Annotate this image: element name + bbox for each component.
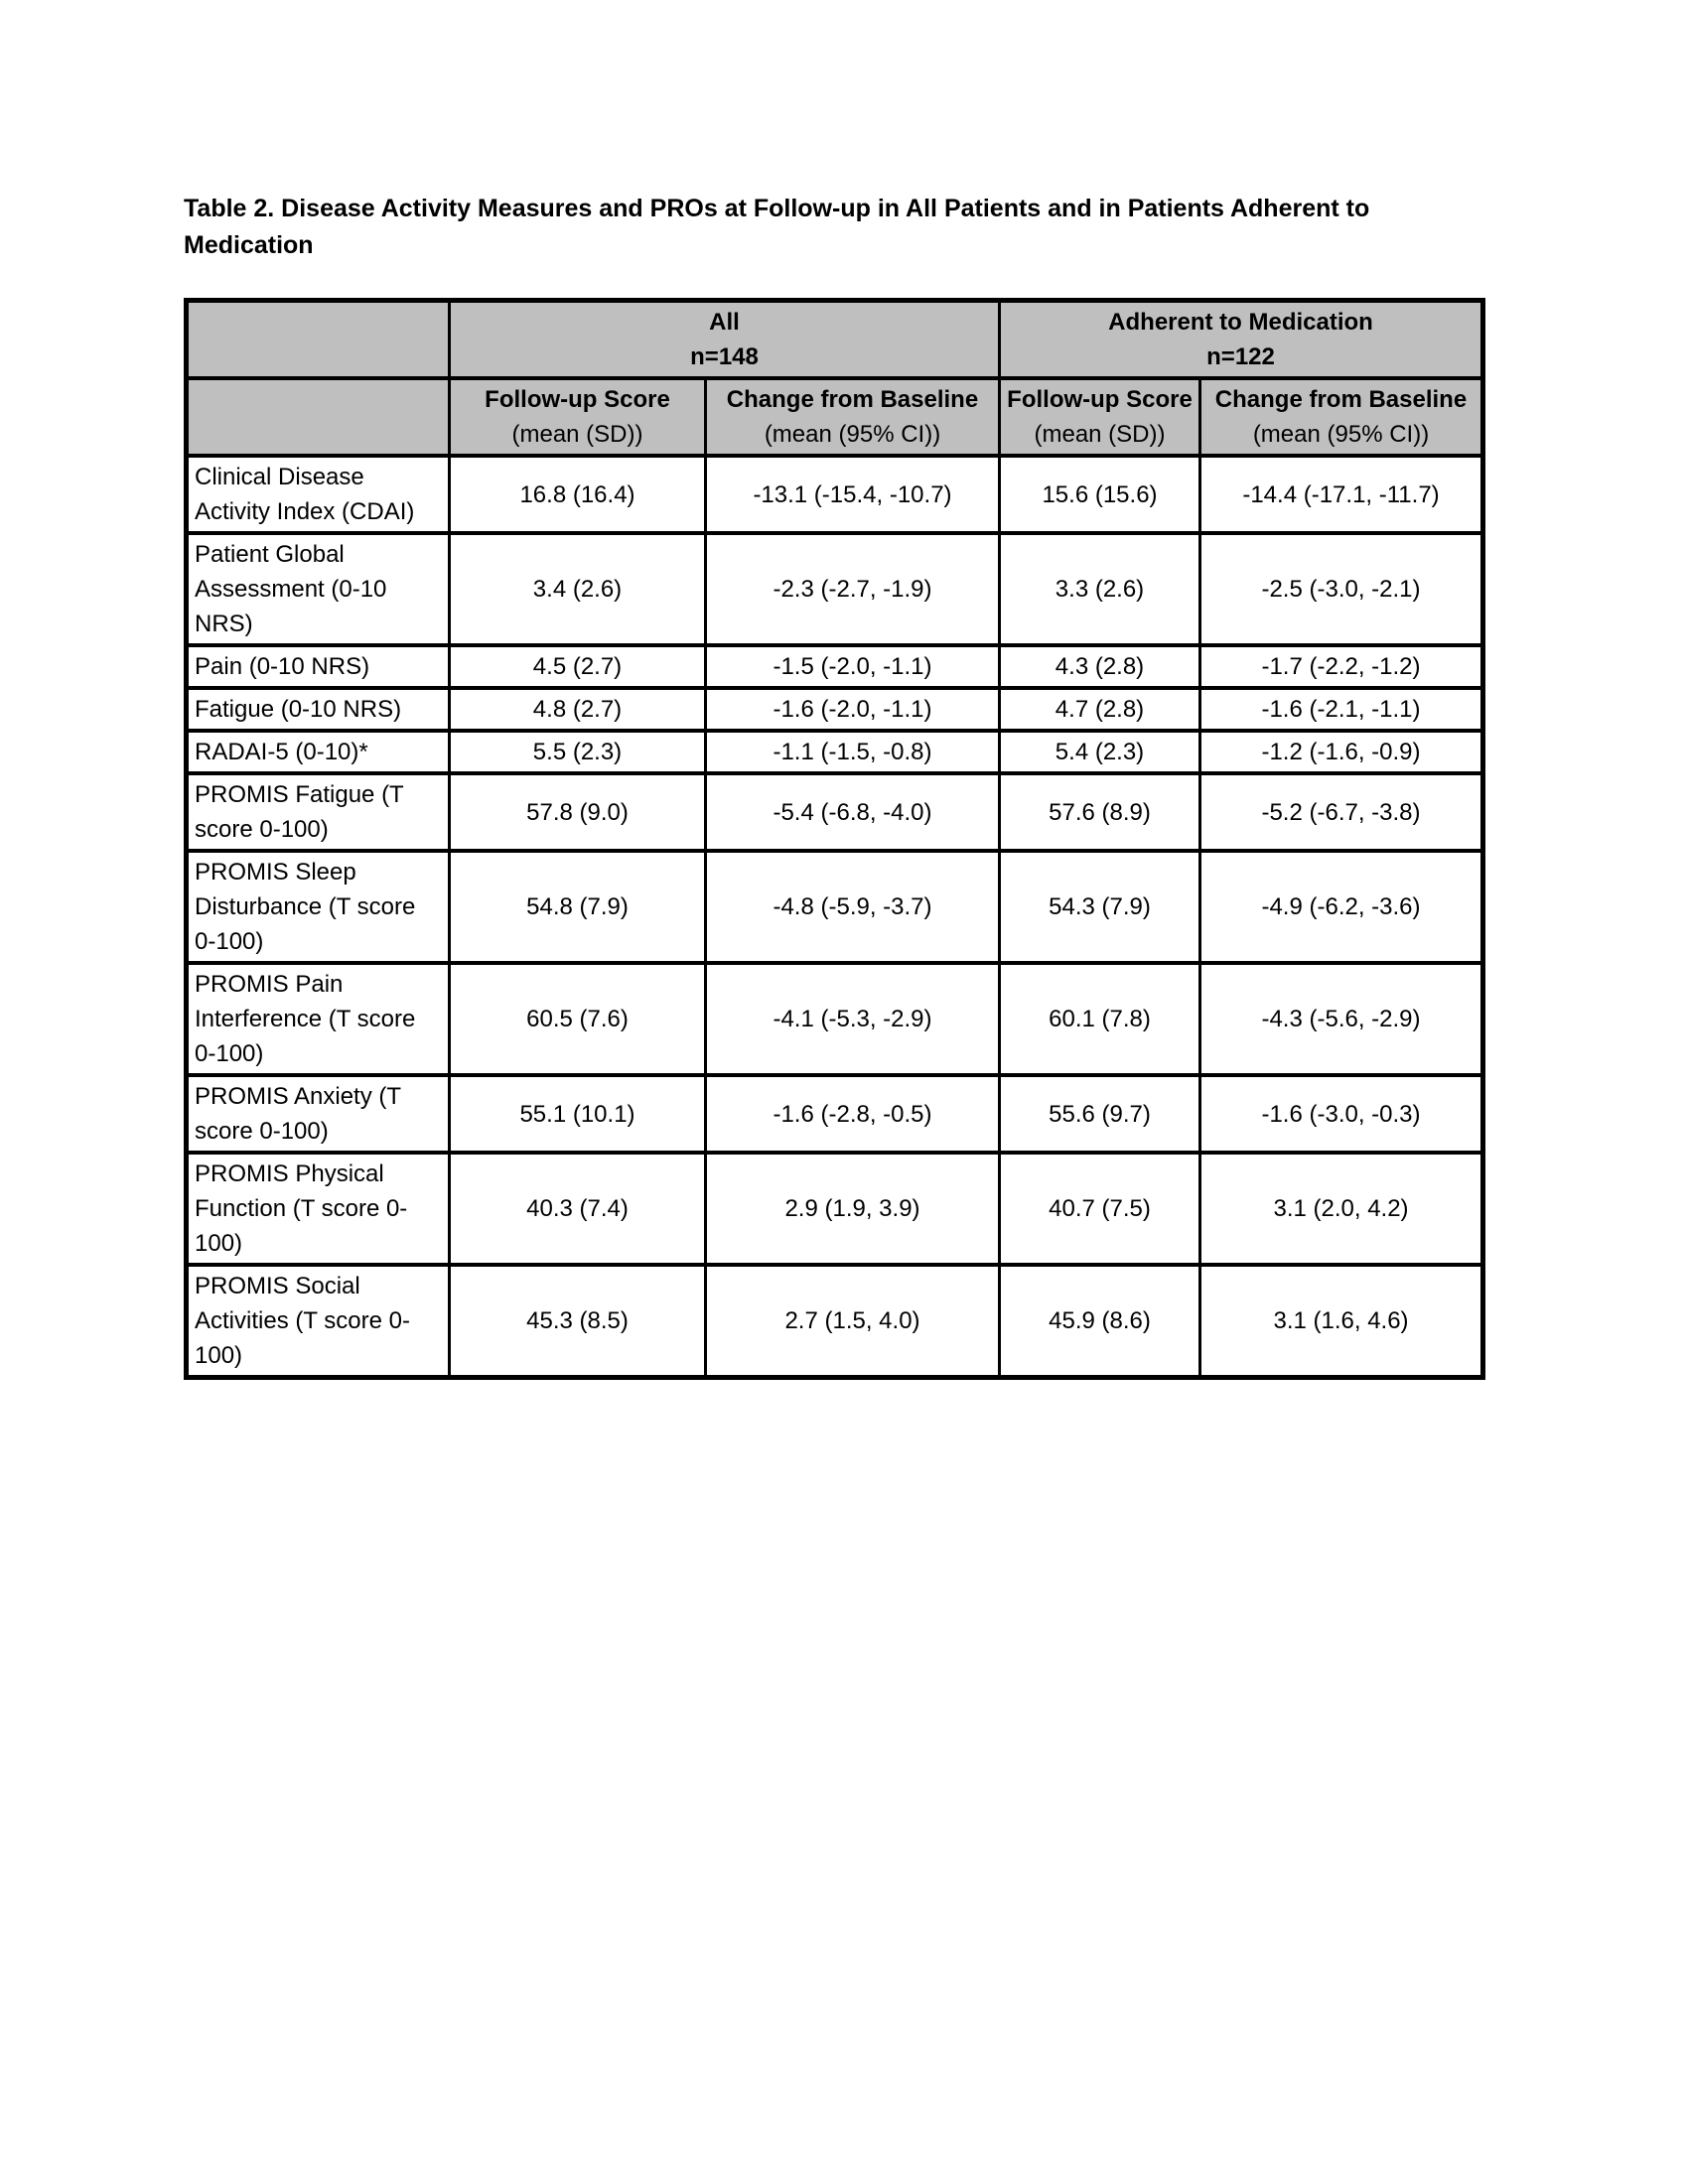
cell-adherent-followup: 4.3 (2.8) — [1000, 645, 1200, 688]
col-header-followup-all-bold: Follow-up Score — [485, 386, 670, 413]
cell-all-followup: 57.8 (9.0) — [450, 773, 706, 851]
cell-adherent-change: -4.3 (-5.6, -2.9) — [1200, 963, 1483, 1075]
table-row-cdai — [187, 456, 1483, 533]
cell-adherent-change: -5.2 (-6.7, -3.8) — [1200, 773, 1483, 851]
table-row-pain — [187, 645, 1483, 688]
cell-adherent-change: -1.6 (-2.1, -1.1) — [1200, 688, 1483, 731]
table-row-promis-social-activities — [187, 1265, 1483, 1378]
cell-all-followup: 16.8 (16.4) — [450, 456, 706, 533]
group-adherent-label: Adherent to Medication — [1108, 309, 1373, 336]
row-label: PROMIS Physical Function (T score 0-100) — [187, 1153, 450, 1265]
col-header-change-all-normal: (mean (95% CI)) — [764, 421, 941, 448]
table-row-patient-global — [187, 533, 1483, 645]
row-label: PROMIS Anxiety (T score 0-100) — [187, 1075, 450, 1153]
column-header-row — [187, 378, 1483, 456]
cell-all-followup: 40.3 (7.4) — [450, 1153, 706, 1265]
cell-adherent-followup: 15.6 (15.6) — [1000, 456, 1200, 533]
cell-adherent-change: 3.1 (1.6, 4.6) — [1200, 1265, 1483, 1378]
col-header-followup-all-normal: (mean (SD)) — [511, 421, 643, 448]
cell-adherent-followup: 4.7 (2.8) — [1000, 688, 1200, 731]
row-label: Patient Global Assessment (0-10 NRS) — [187, 533, 450, 645]
group-header-adherent — [1000, 301, 1483, 379]
cell-all-change: -1.6 (-2.0, -1.1) — [706, 688, 1000, 731]
row-label: PROMIS Fatigue (T score 0-100) — [187, 773, 450, 851]
row-label: RADAI-5 (0-10)* — [187, 731, 450, 773]
cell-adherent-followup: 40.7 (7.5) — [1000, 1153, 1200, 1265]
col-header-followup-adherent-bold: Follow-up Score — [1007, 386, 1193, 413]
col-header-followup-adherent-normal: (mean (SD)) — [1034, 421, 1166, 448]
table-row-promis-sleep — [187, 851, 1483, 963]
cell-all-followup: 4.5 (2.7) — [450, 645, 706, 688]
group-all-n: n=148 — [690, 343, 759, 370]
cell-all-followup: 45.3 (8.5) — [450, 1265, 706, 1378]
col-header-change-all — [706, 378, 1000, 456]
row-label: Clinical Disease Activity Index (CDAI) — [187, 456, 450, 533]
corner-cell-2 — [187, 378, 450, 456]
cell-all-followup: 60.5 (7.6) — [450, 963, 706, 1075]
cell-all-change: -1.1 (-1.5, -0.8) — [706, 731, 1000, 773]
row-label: Pain (0-10 NRS) — [187, 645, 450, 688]
table-row-promis-fatigue — [187, 773, 1483, 851]
cell-adherent-followup: 45.9 (8.6) — [1000, 1265, 1200, 1378]
cell-adherent-change: 3.1 (2.0, 4.2) — [1200, 1153, 1483, 1265]
table-title: Table 2. Disease Activity Measures and PROs at Follow-up in All Patients and in Patients Adherent to Medication — [184, 195, 1370, 259]
cell-all-change: 2.9 (1.9, 3.9) — [706, 1153, 1000, 1265]
group-all-label: All — [709, 309, 740, 336]
cell-adherent-change: -4.9 (-6.2, -3.6) — [1200, 851, 1483, 963]
row-label: PROMIS Sleep Disturbance (T score 0-100) — [187, 851, 450, 963]
col-header-followup-adherent — [1000, 378, 1200, 456]
cell-adherent-followup: 60.1 (7.8) — [1000, 963, 1200, 1075]
table-row-promis-anxiety — [187, 1075, 1483, 1153]
cell-all-followup: 4.8 (2.7) — [450, 688, 706, 731]
cell-adherent-change: -1.2 (-1.6, -0.9) — [1200, 731, 1483, 773]
col-header-change-adherent-normal: (mean (95% CI)) — [1252, 421, 1430, 448]
row-label: PROMIS Social Activities (T score 0-100) — [187, 1265, 450, 1378]
cell-all-followup: 55.1 (10.1) — [450, 1075, 706, 1153]
cell-adherent-followup: 57.6 (8.9) — [1000, 773, 1200, 851]
table-row-fatigue — [187, 688, 1483, 731]
cell-all-change: -4.8 (-5.9, -3.7) — [706, 851, 1000, 963]
cell-adherent-change: -1.7 (-2.2, -1.2) — [1200, 645, 1483, 688]
document-page — [184, 191, 1480, 1380]
col-header-followup-all — [450, 378, 706, 456]
col-header-change-adherent — [1200, 378, 1483, 456]
cell-all-change: -13.1 (-15.4, -10.7) — [706, 456, 1000, 533]
group-header-all — [450, 301, 1000, 379]
row-label: Fatigue (0-10 NRS) — [187, 688, 450, 731]
table-row-radai — [187, 731, 1483, 773]
cell-adherent-followup: 3.3 (2.6) — [1000, 533, 1200, 645]
col-header-change-adherent-bold: Change from Baseline — [1214, 386, 1468, 413]
group-adherent-n: n=122 — [1206, 343, 1275, 370]
cell-all-change: 2.7 (1.5, 4.0) — [706, 1265, 1000, 1378]
corner-cell — [187, 301, 450, 379]
cell-all-followup: 54.8 (7.9) — [450, 851, 706, 963]
table-row-promis-pain-interference — [187, 963, 1483, 1075]
cell-adherent-change: -1.6 (-3.0, -0.3) — [1200, 1075, 1483, 1153]
cell-all-change: -2.3 (-2.7, -1.9) — [706, 533, 1000, 645]
col-header-change-all-bold: Change from Baseline — [726, 386, 979, 413]
cell-all-followup: 5.5 (2.3) — [450, 731, 706, 773]
cell-all-change: -4.1 (-5.3, -2.9) — [706, 963, 1000, 1075]
cell-adherent-change: -14.4 (-17.1, -11.7) — [1200, 456, 1483, 533]
group-header-row — [187, 301, 1483, 379]
cell-all-change: -1.5 (-2.0, -1.1) — [706, 645, 1000, 688]
row-label: PROMIS Pain Interference (T score 0-100) — [187, 963, 450, 1075]
table-row-promis-physical-function — [187, 1153, 1483, 1265]
cell-adherent-change: -2.5 (-3.0, -2.1) — [1200, 533, 1483, 645]
table-2-disease-activity — [184, 298, 1485, 1380]
cell-adherent-followup: 54.3 (7.9) — [1000, 851, 1200, 963]
cell-all-change: -1.6 (-2.8, -0.5) — [706, 1075, 1000, 1153]
cell-adherent-followup: 55.6 (9.7) — [1000, 1075, 1200, 1153]
cell-all-change: -5.4 (-6.8, -4.0) — [706, 773, 1000, 851]
cell-all-followup: 3.4 (2.6) — [450, 533, 706, 645]
cell-adherent-followup: 5.4 (2.3) — [1000, 731, 1200, 773]
